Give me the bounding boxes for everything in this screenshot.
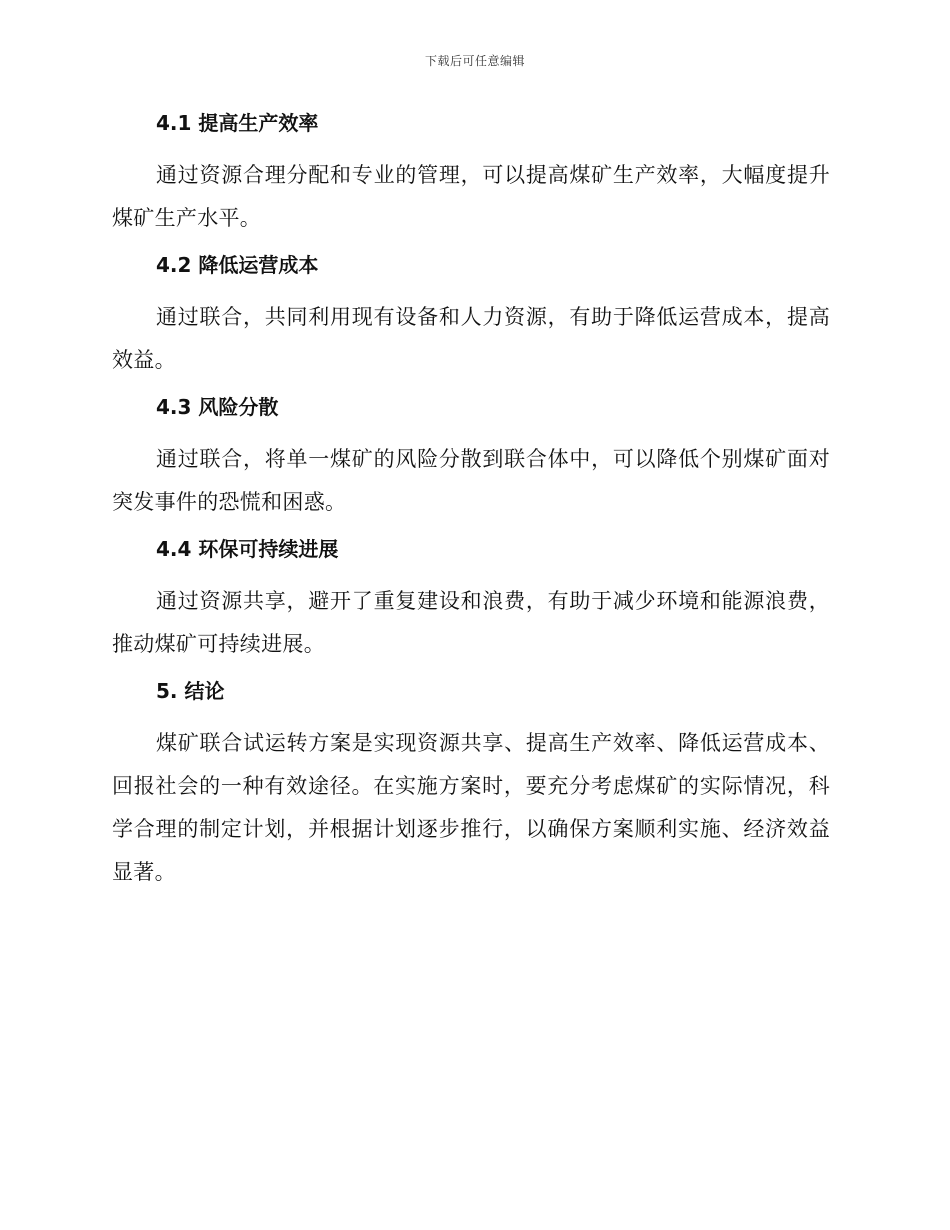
section-paragraph: 通过资源合理分配和专业的管理，可以提高煤矿生产效率，大幅度提升煤矿生产水平。 (112, 163, 830, 230)
section-paragraph: 通过联合，将单一煤矿的风险分散到联合体中，可以降低个别煤矿面对突发事件的恐慌和困惑。 (112, 447, 830, 514)
section-heading: 4.1 提高生产效率 (156, 111, 319, 135)
section-paragraph: 通过联合，共同利用现有设备和人力资源，有助于降低运营成本，提高效益。 (112, 305, 830, 372)
document-body (112, 108, 830, 904)
page-header: 下载后可任意编辑 (424, 54, 525, 68)
section-4-2 (112, 250, 830, 382)
section-heading: 4.4 环保可持续进展 (156, 537, 339, 561)
section-heading: 5. 结论 (156, 679, 225, 703)
section-4-3 (112, 392, 830, 524)
section-paragraph: 通过资源共享，避开了重复建设和浪费，有助于减少环境和能源浪费，推动煤矿可持续进展。 (112, 589, 830, 656)
section-4-1 (112, 108, 830, 240)
section-4-4 (112, 534, 830, 666)
section-heading: 4.3 风险分散 (156, 395, 279, 419)
section-heading: 4.2 降低运营成本 (156, 253, 319, 277)
section-paragraph: 煤矿联合试运转方案是实现资源共享、提高生产效率、降低运营成本、回报社会的一种有效途径。在实施方案时，要充分考虑煤矿的实际情况，科学合理的制定计划，并根据计划逐步推行，以确保方案顺利实施、经济效益显著。 (112, 731, 830, 884)
section-5-conclusion (112, 676, 830, 894)
